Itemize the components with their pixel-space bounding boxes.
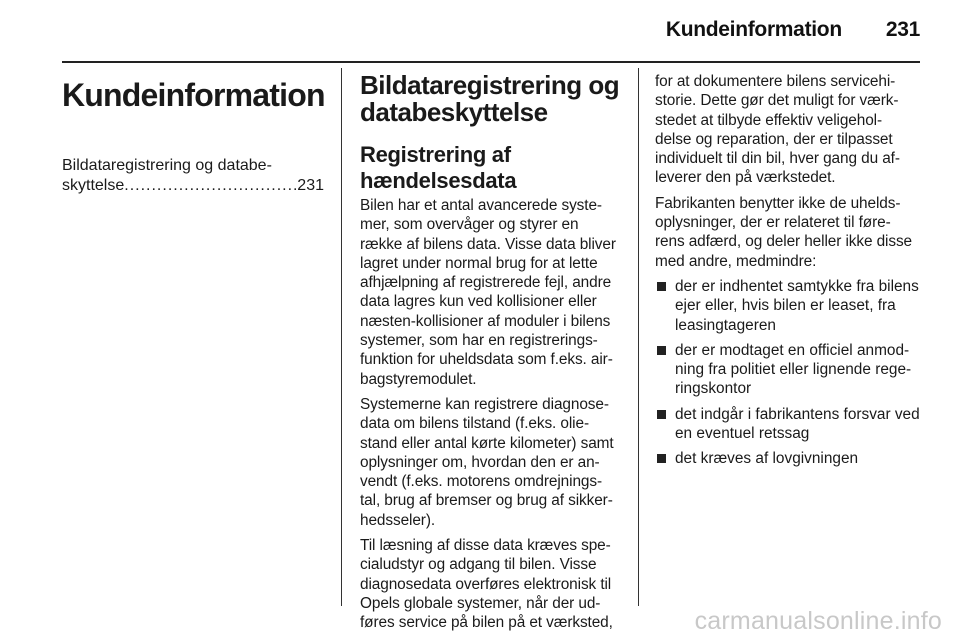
toc-entry-text: skyttelse <box>62 177 125 194</box>
paragraph: Bilen har et antal avancerede syste- mer, som overvåger og styrer en række af bilens data. Visse data bliver lagret under normal brug for at lette afhjælpning af registrerede fejl, andre data lagres kun ved kollisioner eller næsten-kollisioner af moduler i bilens systemer, som har en registrerings- funktion for uheldsdata som f.eks. air- bagstyremodulet. <box>360 197 616 388</box>
column-2 <box>360 72 622 639</box>
paragraph: Fabrikanten benytter ikke de uhelds- oplysninger, der er relateret til føre- rens adfærd, og deler heller ikke disse med andre, medmindre: <box>655 194 913 270</box>
running-head-section: Kundeinformation <box>665 18 842 41</box>
square-bullet-icon <box>657 410 666 419</box>
running-head <box>666 18 920 42</box>
toc-entry-line-1[interactable]: Bildataregistrering og databe- <box>62 157 272 174</box>
table-of-contents <box>62 156 324 196</box>
square-bullet-icon <box>657 282 666 291</box>
page-number: 231 <box>885 18 920 41</box>
list-item <box>655 341 920 399</box>
column-divider-1 <box>341 68 342 606</box>
square-bullet-icon <box>657 346 666 355</box>
column-3 <box>655 72 920 475</box>
paragraph: for at dokumentere bilens servicehi- storie. Dette gør det muligt for værk- stedet at tilbyde effektiv veligehol- delse og reparation, der er tilpasset individuelt til din bil, hver gang du af- leverer den på værkstedet. <box>655 73 900 187</box>
toc-page-number: 231 <box>297 177 324 194</box>
square-bullet-icon <box>657 454 666 463</box>
header-rule <box>62 61 920 63</box>
chapter-title: Kundeinformation <box>62 77 325 113</box>
toc-entry-line-2[interactable] <box>62 176 324 196</box>
section-heading: Bildataregistrering og databeskyttelse <box>360 70 620 127</box>
paragraph: Systemerne kan registrere diagnose- data om bilens tilstand (f.eks. olie- stand eller antal kørte kilometer) samt oplysninger om, hvordan den er an- vendt (f.eks. motorens omdrejnings- tal, brug af bremser og brug af sikker- hedsseler). <box>360 395 614 529</box>
paragraph: Til læsning af disse data kræves spe- cialudstyr og adgang til bilen. Visse diagnosedata overføres elektronisk til Opels globale systemer, når der ud- føres service på bilen på et værksted, <box>360 537 613 632</box>
list-item <box>655 277 920 335</box>
toc-leader-dots <box>124 176 297 196</box>
list-item <box>655 405 920 444</box>
bullet-list <box>655 277 920 469</box>
list-item <box>655 449 920 468</box>
column-divider-2 <box>638 68 639 606</box>
list-item-text: der er indhentet samtykke fra bilens ejer eller, hvis bilen er leaset, fra leasingtageren <box>675 277 919 334</box>
watermark: carmanualsonline.info <box>694 607 942 635</box>
column-1 <box>62 72 324 196</box>
section-subheading: Registrering af hændelsesdata <box>360 142 517 193</box>
list-item-text: det kræves af lovgivningen <box>675 450 859 468</box>
list-item-text: det indgår i fabrikantens forsvar ved en eventuel retssag <box>675 405 920 443</box>
list-item-text: der er modtaget en officiel anmod- ning fra politiet eller lignende rege- ringskontor <box>675 341 912 398</box>
